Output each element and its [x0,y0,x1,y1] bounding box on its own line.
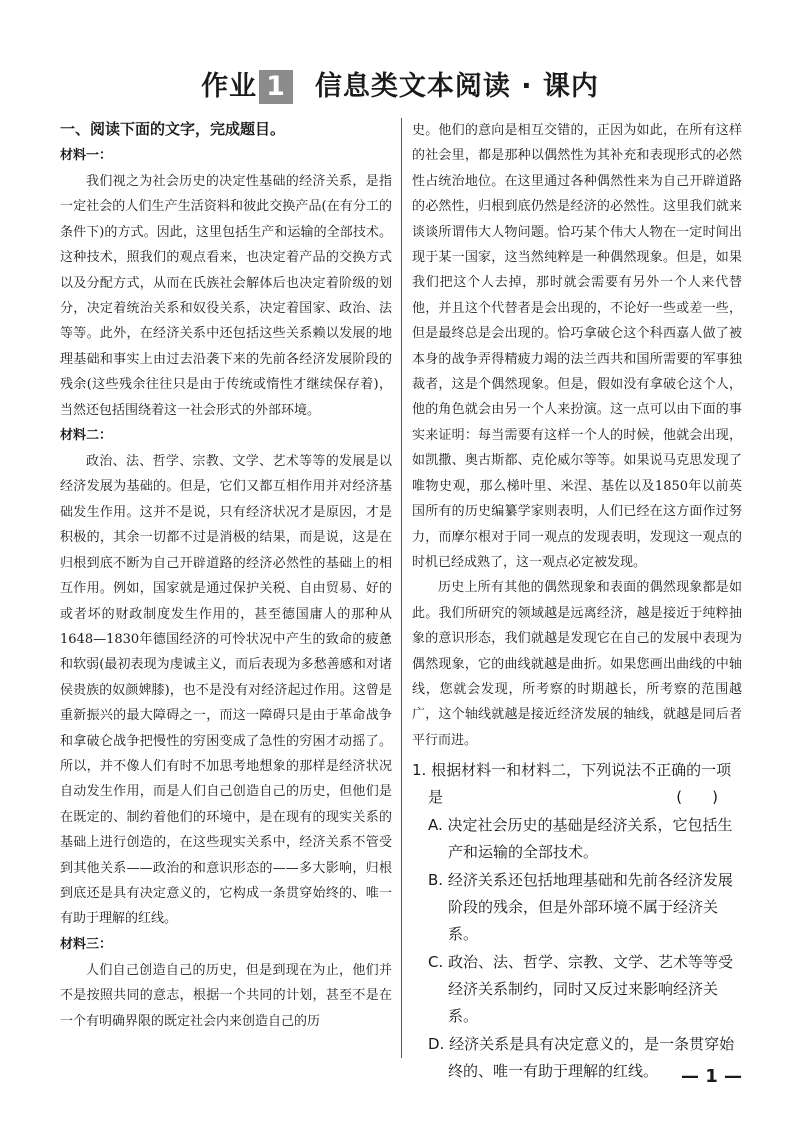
material2-label: 材料二： [60,428,113,444]
option-b: B. 经济关系还包括地理基础和先前各经济发展阶段的残余，但是外部环境不属于经济关系。 [428,871,733,944]
column-divider [401,118,402,1058]
material1-label: 材料一： [60,148,113,163]
page-number: — 1 — [680,1066,742,1087]
material1-text: 我们视之为社会历史的决定性基础的经济关系，是指一定社会的人们生产生活资料和彼此交换产品(在有分工的条件下)的方式。因此，这里包括生产和运输的全部技术。这种技术，照我们的观点看来，也决定着产品的交换方式以及分配方式，从而在氏族社会解体后也决定着阶级的划分，决定着统治关系和奴役关系，决定着国家、政治、法等等。此外，在经济关系中还包括这些关系赖以发展的地理基础和事实上由过去沿袭下来的先前各经济发展阶段的残余(这些残余往往只是由于传统或惰性才继续保存着)，当然还包括围绕着这一社会形式的外部环境。 [60,174,392,418]
question-1-stem [412,757,742,811]
material3-text-part3: 历史上所有其他的偶然现象和表面的偶然现象都是如此。我们所研究的领域越是远离经济，越是接近于纯粹抽象的意识形态，我们就越是发现它在自己的发展中表现为偶然现象，它的曲线就越是曲折。如果您画出曲线的中轴线，您就会发现，所考察的时期越长，所考察的范围越广，这个轴线就越是接近经济发展的轴线，就越是同后者平行而进。 [412,580,742,748]
option-d: D. 经济关系是具有决定意义的，是一条贯穿始终的、唯一有助于理解的红线。 [428,1035,735,1081]
question-1 [412,757,742,1085]
material2-text: 政治、法、哲学、宗教、文学、艺术等等的发展是以经济发展为基础的。但是，它们又都互相作用并对经济基础发生作用。这并不是说，只有经济状况才是原因，才是积极的，其余一切都不过是消极的结果，而是说，这是在归根到底不断为自己开辟道路的经济必然性的基础上的相互作用。例如，国家就是通过保护关税、自由贸易、好的或者坏的财政制度发生作用的，甚至德国庸人的那种从1648—1830年德国经济的可怜状况中产生的致命的疲惫和软弱(最初表现为虔诚主义，而后表现为多愁善感和对诸侯贵族的奴颜婢膝)，也不是没有对经济起过作用。这曾是重新振兴的最大障碍之一，而这一障碍只是由于革命战争和拿破仑战争把慢性的穷困变成了急性的穷困才动摇了。所以，并不像人们有时不加思考地想象的那样是经济状况自动发生作用，而是人们自己创造自己的历史，但他们是在既定的、制约着他们的环境中，是在现有的现实关系的基础上进行创造的，在这些现实关系中，经济关系不管受到其他关系——政治的和意识形态的——多大影响，归根到底还是具有决定意义的，它构成一条贯穿始终的、唯一有助于理解的红线。 [60,454,392,927]
material3-label: 材料三： [60,936,113,952]
right-column [412,118,742,1086]
material3-text-part1: 人们自己创造自己的历史，但是到现在为止，他们并不是按照共同的意志，根据一个共同的计划，甚至不是在一个有明确界限的既定社会内来创造自己的历 [60,962,392,1029]
question-1-text: 1. 根据材料一和材料二，下列说法不正确的一项是 [412,761,732,807]
material3-text-part2: 史。他们的意向是相互交错的，正因为如此，在所有这样的社会里，都是那种以偶然性为其补充和表现形式的必然性占统治地位。在这里通过各种偶然性来为自己开辟道路的必然性，归根到底仍然是经济的必然性。这里我们就来谈谈所谓伟大人物问题。恰巧某个伟大人物在一定时间出现于某一国家，这当然纯粹是一种偶然现象。但是，如果我们把这个人去掉，那时就会需要有另外一个人来代替他，并且这个代替者是会出现的，不论好一些或差一些，但是最终总是会出现的。恰巧拿破仑这个科西嘉人做了被本身的战争弄得精疲力竭的法兰西共和国所需要的军事独裁者，这是个偶然现象。但是，假如没有拿破仑这个人，他的角色就会由另一个人来扮演。这一点可以由下面的事实来证明：每当需要有这样一个人的时候，他就会出现，如凯撒、奥古斯都、克伦威尔等等。如果说马克思发现了唯物史观，那么梯叶里、米涅、基佐以及1850年以前英国所有的历史编纂学家则表明，人们已经在这方面作过努力，而摩尔根对于同一观点的发现表明，发现这一观点的时机已经成熟了，这一观点必定被发现。 [412,123,742,570]
option-a: A. 决定社会历史的基础是经济关系，它包括生产和运输的全部技术。 [428,816,733,862]
section-intro: 一、阅读下面的文字，完成题目。 [60,120,286,138]
option-c: C. 政治、法、哲学、宗教、文学、艺术等等受经济关系制约，同时又反过来影响经济关系。 [428,953,734,1026]
page-title [0,64,800,104]
assignment-number-badge: 1 [259,70,293,104]
left-column [60,118,392,1034]
title-text: 信息类文本阅读 · 课内 [314,71,599,102]
title-prefix: 作业 [201,71,258,102]
answer-blank: ( ) [676,788,718,807]
